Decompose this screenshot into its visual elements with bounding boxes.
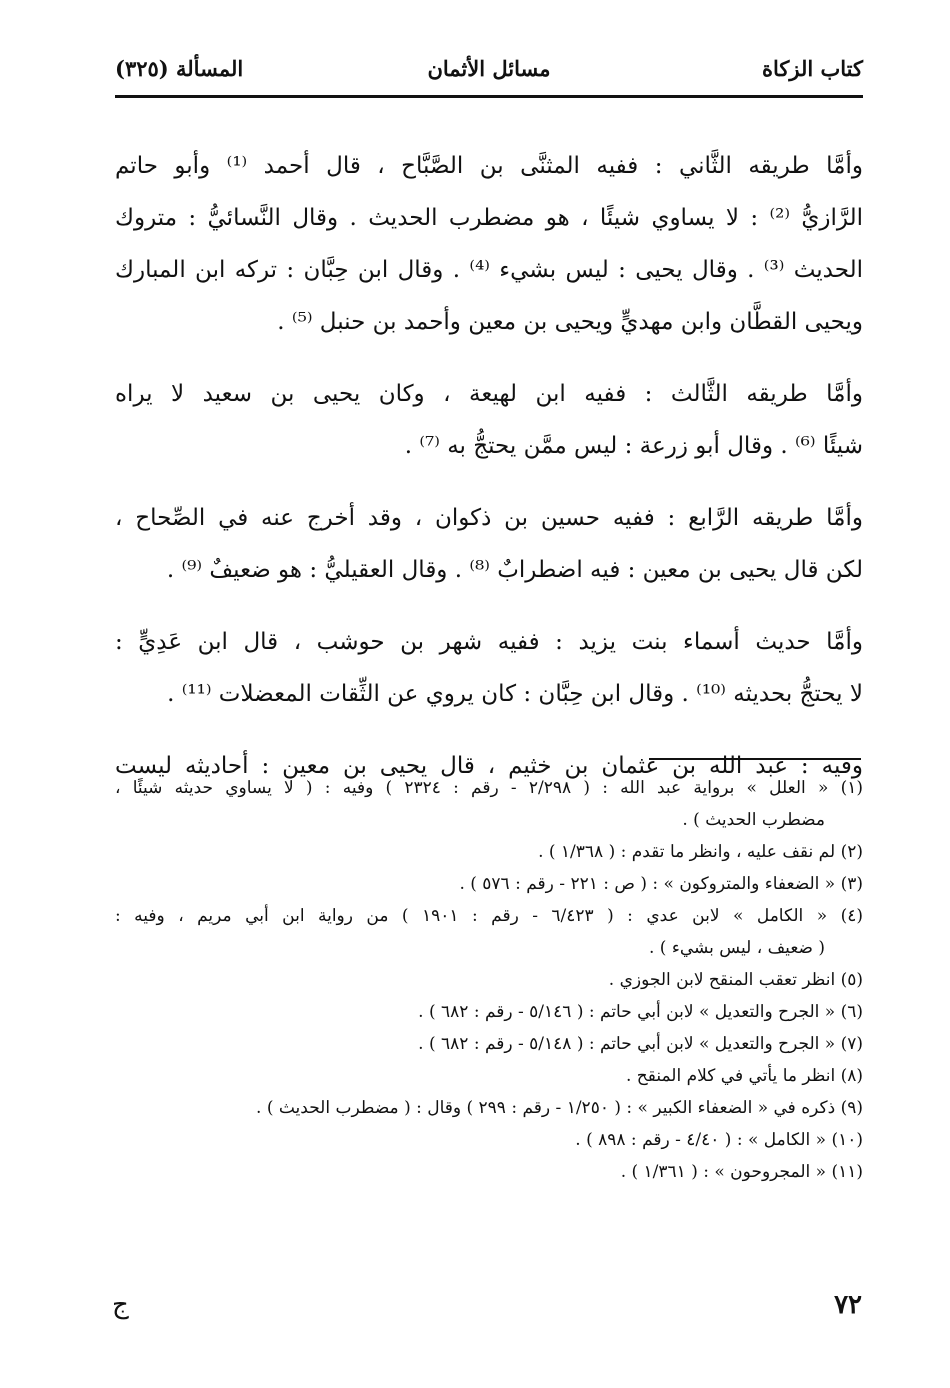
footnote-number: (٢): [840, 842, 863, 862]
text-line: وأمَّا طريقه الثَّاني : ففيه المثنَّى بن الصَّبَّاح ، قال أحمد ⁽¹⁾ وأبو حاتم: [115, 153, 863, 179]
text-line: شيئًا ⁽⁶⁾ . وقال أبو زرعة : ليس ممَّن يحتجُّ به ⁽⁷⁾ .: [404, 433, 863, 459]
footnote: [115, 996, 863, 1028]
text-line: وأمَّا طريقه الرَّابع : ففيه حسين بن ذكوان ، وقد أخرج عنه في الصِّحاح ،: [115, 505, 863, 531]
footnote: [115, 1092, 863, 1124]
footnote: [115, 1124, 863, 1156]
section-title: مسائل الأثمان: [427, 56, 551, 81]
footnote-text: « الجرح والتعديل » لابن أبي حاتم : ( ٥/١٤٨ - رقم : ٦٨٢ ) .: [418, 1034, 836, 1054]
text-line: ويحيى القطَّان وابن مهديٍّ ويحيى بن معين وأحمد بن حنبل ⁽⁵⁾ .: [277, 309, 863, 335]
footnote-text: لم نقف عليه ، وانظر ما تقدم : ( ١/٣٦٨ ) .: [538, 842, 836, 862]
book-title: كتاب الزكاة: [761, 56, 863, 81]
footnote: [115, 1060, 863, 1092]
footnote-number: (٣): [840, 874, 863, 894]
footnote-text: انظر ما يأتي في كلام المنقح .: [625, 1066, 836, 1086]
issue-number: المسألة (٣٢٥): [115, 56, 244, 81]
running-header: [115, 50, 863, 94]
footnote-text: ذكره في « الضعفاء الكبير » : ( ١/٢٥٠ - رقم : ٢٩٩ ) وقال : ( مضطرب الحديث ) .: [256, 1098, 836, 1118]
footnote-number: (١): [840, 778, 863, 798]
header-rule: [115, 95, 863, 98]
footnote-number: (٤): [840, 906, 863, 926]
text-line: وأمَّا طريقه الثَّالث : ففيه ابن لهيعة ، وكان يحيى بن سعيد لا يراه: [115, 381, 863, 407]
footnote-number: (٩): [840, 1098, 863, 1118]
text-line: لا يحتجُّ بحديثه ⁽¹⁰⁾ . وقال ابن حِبَّان : كان يروي عن الثِّقات المعضلات ⁽¹¹⁾ .: [167, 681, 863, 707]
footnote-text: « المجروحون » : ( ١/٣٦١ ) .: [620, 1162, 827, 1182]
paragraph-third-route: [115, 368, 863, 472]
footnote: [115, 836, 863, 868]
paragraph-second-route: [115, 140, 863, 348]
footnote-number: (٧): [840, 1034, 863, 1054]
footnote-number: (٦): [840, 1002, 863, 1022]
footnote-continuation: مضطرب الحديث ) .: [682, 810, 825, 830]
footnote: [115, 900, 863, 964]
footnote-continuation: ( ضعيف ، ليس بشيء ) .: [649, 938, 825, 958]
footnotes: [115, 772, 863, 1188]
footnote: [115, 1156, 863, 1188]
text-line: وأمَّا حديث أسماء بنت يزيد : ففيه شهر بن حوشب ، قال ابن عَدِيٍّ :: [115, 629, 863, 655]
footnote-text: « الضعفاء والمتروكون » : ( ص : ٢٢١ - رقم : ٥٧٦ ) .: [459, 874, 836, 894]
text-line: الرَّازيُّ ⁽²⁾ : لا يساوي شيئًا ، هو مضطرب الحديث . وقال النَّسائيُّ : متروك: [115, 205, 863, 231]
text-line: الحديث ⁽³⁾ . وقال يحيى : ليس بشيء ⁽⁴⁾ . وقال ابن حِبَّان : تركه ابن المبارك: [115, 257, 863, 283]
footnote-text: « الكامل » لابن عدي : ( ٦/٤٢٣ - رقم : ١٩٠١ ) من رواية ابن أبي مريم ، وفيه :: [115, 906, 828, 926]
footnote: [115, 868, 863, 900]
footnote: [115, 1028, 863, 1060]
footnote-text: انظر تعقب المنقح لابن الجوزي .: [608, 970, 836, 990]
page-number: ٧٢: [834, 1290, 862, 1320]
footnote-text: « الكامل » : ( ٤/٤٠ - رقم : ٨٩٨ ) .: [575, 1130, 827, 1150]
paragraph-fourth-route: [115, 492, 863, 596]
footnote-number: (١١): [831, 1162, 863, 1182]
footnote-separator: [649, 758, 861, 760]
footnote: [115, 772, 863, 836]
footnote-number: (١٠): [831, 1130, 863, 1150]
footnote-text: « الجرح والتعديل » لابن أبي حاتم : ( ٥/١٤٦ - رقم : ٦٨٢ ) .: [418, 1002, 836, 1022]
footnote-number: (٥): [840, 970, 863, 990]
signature-mark: ج: [112, 1290, 129, 1320]
text-line: وفيه : عبد الله بن عثمان بن خثيم ، قال يحيى بن معين : أحاديثه ليست: [115, 753, 863, 779]
main-text: [115, 140, 863, 812]
footnote-text: « العلل » برواية عبد الله : ( ٢/٢٩٨ - رقم : ٢٣٢٤ ) وفيه : ( لا يساوي حديثه شيئًا ،: [115, 778, 829, 798]
paragraph-asma-hadith: [115, 616, 863, 720]
footnote: [115, 964, 863, 996]
text-line: لكن قال يحيى بن معين : فيه اضطرابٌ ⁽⁸⁾ . وقال العقيليُّ : هو ضعيفٌ ⁽⁹⁾ .: [166, 557, 863, 583]
footnote-number: (٨): [840, 1066, 863, 1086]
